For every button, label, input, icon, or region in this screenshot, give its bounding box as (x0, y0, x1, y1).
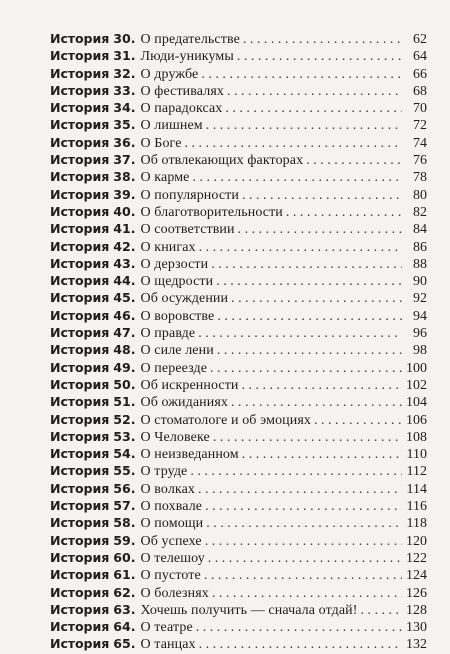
entry-title: О дерзости (140, 256, 209, 272)
entry-title: О щедрости (140, 274, 214, 290)
entry-label: История (50, 238, 110, 254)
dot-leader (208, 550, 402, 567)
entry-page-number: 78 (413, 170, 427, 186)
dot-leader (237, 48, 402, 65)
entry-title: О благотворительности (140, 204, 283, 220)
dot-leader (361, 602, 403, 619)
toc-entry (50, 186, 427, 203)
toc-entry (50, 324, 427, 341)
entry-number: 64. (113, 619, 136, 635)
entry-title: Об успехе (140, 533, 202, 549)
entry-number: 34. (113, 100, 136, 116)
entry-number: 62. (113, 584, 136, 600)
entry-label: История (50, 134, 110, 150)
entry-label: История (50, 307, 110, 323)
entry-title: О пустоте (140, 568, 201, 584)
entry-label: История (50, 411, 110, 427)
entry-label: История (50, 480, 110, 496)
entry-label: История (50, 48, 110, 64)
toc-entry (50, 238, 427, 255)
entry-page-number: 96 (413, 326, 427, 342)
toc-entry (50, 376, 427, 393)
entry-number: 47. (113, 325, 136, 341)
dot-leader (306, 152, 402, 169)
entry-label: История (50, 567, 110, 583)
entry-page-number: 126 (406, 585, 427, 601)
entry-page-number: 82 (413, 204, 427, 220)
toc-entry (50, 549, 427, 566)
toc-entry (50, 82, 427, 99)
toc-entry (50, 47, 427, 64)
toc-entry (50, 341, 427, 358)
dot-leader (238, 221, 402, 238)
entry-label: История (50, 31, 110, 46)
entry-page-number: 108 (406, 429, 427, 445)
entry-label: История (50, 290, 110, 306)
toc-entry (50, 462, 427, 479)
toc-entry (50, 255, 427, 272)
entry-label: История (50, 601, 110, 617)
entry-page-number: 118 (406, 516, 427, 532)
entry-label: История (50, 498, 110, 514)
toc-entry (50, 168, 427, 185)
toc-entry (50, 151, 427, 168)
entry-title: О карме (140, 170, 190, 186)
entry-label: История (50, 619, 110, 635)
dot-leader (206, 117, 402, 134)
toc-entry (50, 359, 427, 376)
toc-entry (50, 203, 427, 220)
dot-leader (205, 498, 402, 515)
toc-entry (50, 514, 427, 531)
entry-number: 55. (113, 463, 136, 479)
entry-page-number: 124 (406, 568, 427, 584)
entry-label: История (50, 325, 110, 341)
entry-title: О Боге (140, 135, 182, 151)
entry-label: История (50, 152, 110, 168)
entry-page-number: 84 (413, 222, 427, 238)
entry-number: 31. (113, 48, 136, 64)
entry-label: История (50, 515, 110, 531)
toc-entry (50, 566, 427, 583)
dot-leader (198, 325, 402, 342)
entry-page-number: 88 (413, 256, 427, 272)
toc-entry (50, 445, 427, 462)
dot-leader (206, 515, 402, 532)
entry-title: О переезде (140, 360, 208, 376)
entry-number: 43. (113, 255, 136, 271)
toc-entry (50, 134, 427, 151)
entry-title: Об искренности (140, 377, 239, 393)
entry-label: История (50, 376, 110, 392)
entry-page-number: 92 (413, 291, 427, 307)
entry-label: История (50, 221, 110, 237)
entry-number: 52. (113, 411, 136, 427)
toc-entry (50, 116, 427, 133)
entry-page-number: 106 (406, 412, 427, 428)
entry-number: 51. (113, 394, 136, 410)
entry-page-number: 66 (413, 66, 427, 82)
dot-leader (199, 239, 402, 256)
entry-number: 56. (113, 480, 136, 496)
entry-page-number: 94 (413, 308, 427, 324)
dot-leader (211, 256, 402, 273)
entry-number: 38. (113, 169, 136, 185)
entry-number: 33. (113, 82, 136, 98)
dot-leader (225, 100, 402, 117)
entry-title: О воровстве (140, 308, 215, 324)
entry-number: 32. (113, 65, 136, 81)
entry-title: О стоматологе и об эмоциях (140, 412, 311, 428)
entry-title: О помощи (140, 516, 204, 532)
dot-leader (217, 342, 402, 359)
dot-leader (242, 446, 402, 463)
dot-leader (199, 636, 402, 653)
entry-number: 30. (113, 31, 136, 46)
entry-page-number: 102 (406, 377, 427, 393)
entry-label: История (50, 82, 110, 98)
entry-label: История (50, 463, 110, 479)
entry-page-number: 98 (413, 343, 427, 359)
toc-entry (50, 220, 427, 237)
entry-number: 58. (113, 515, 136, 531)
entry-page-number: 100 (406, 360, 427, 376)
entry-number: 50. (113, 376, 136, 392)
toc-entry (50, 584, 427, 601)
entry-page-number: 132 (406, 637, 427, 653)
entry-page-number: 122 (406, 550, 427, 566)
entry-number: 41. (113, 221, 136, 237)
entry-page-number: 104 (406, 395, 427, 411)
entry-label: История (50, 584, 110, 600)
entry-page-number: 128 (406, 602, 427, 618)
entry-page-number: 62 (413, 32, 427, 47)
entry-title: Об осуждении (140, 291, 229, 307)
entry-label: История (50, 428, 110, 444)
entry-number: 42. (113, 238, 136, 254)
entry-label: История (50, 446, 110, 462)
toc-entry (50, 497, 427, 514)
toc-entry (50, 272, 427, 289)
dot-leader (192, 169, 402, 186)
dot-leader (201, 66, 402, 83)
entry-number: 35. (113, 117, 136, 133)
entry-title: О предательстве (140, 32, 240, 47)
entry-title: О дружбе (140, 66, 199, 82)
entry-title: О труде (140, 464, 188, 480)
dot-leader (216, 273, 402, 290)
entry-title: О парадоксах (140, 101, 223, 117)
entry-label: История (50, 549, 110, 565)
entry-title: О силе лени (140, 343, 214, 359)
entry-label: История (50, 273, 110, 289)
entry-page-number: 74 (413, 135, 427, 151)
dot-leader (217, 308, 402, 325)
dot-leader (196, 619, 402, 636)
toc-entry (50, 411, 427, 428)
entry-label: История (50, 65, 110, 81)
dot-leader (227, 83, 402, 100)
entry-number: 63. (113, 601, 136, 617)
dot-leader (204, 567, 402, 584)
toc-entry (50, 618, 427, 635)
entry-title: О книгах (140, 239, 196, 255)
entry-title: О волках (140, 481, 196, 497)
entry-title: О танцах (140, 637, 196, 653)
entry-number: 39. (113, 186, 136, 202)
entry-page-number: 68 (413, 83, 427, 99)
toc-entry (50, 635, 427, 652)
entry-number: 40. (113, 203, 136, 219)
entry-number: 65. (113, 636, 136, 652)
entry-title: Об ожиданиях (140, 395, 229, 411)
entry-page-number: 76 (413, 153, 427, 169)
entry-label: История (50, 359, 110, 375)
entry-number: 44. (113, 273, 136, 289)
entry-title: О неизведанном (140, 447, 239, 463)
entry-number: 61. (113, 567, 136, 583)
entry-page-number: 116 (406, 499, 427, 515)
dot-leader (213, 429, 402, 446)
dot-leader (198, 481, 402, 498)
entry-number: 49. (113, 359, 136, 375)
entry-page-number: 110 (406, 447, 427, 463)
dot-leader (231, 394, 402, 411)
entry-title: Об отвлекающих факторах (140, 153, 304, 169)
toc-entry (50, 393, 427, 410)
entry-label: История (50, 532, 110, 548)
dot-leader (242, 377, 402, 394)
toc-entry (50, 65, 427, 82)
toc-entry (50, 601, 427, 618)
entry-number: 37. (113, 152, 136, 168)
entry-number: 48. (113, 342, 136, 358)
entry-title: О похвале (140, 499, 203, 515)
entry-number: 46. (113, 307, 136, 323)
entry-page-number: 112 (406, 464, 427, 480)
entry-number: 53. (113, 428, 136, 444)
toc-entry (50, 480, 427, 497)
entry-label: История (50, 100, 110, 116)
dot-leader (190, 463, 402, 480)
entry-title: О лишнем (140, 118, 203, 134)
entry-title: О популярности (140, 187, 239, 203)
entry-title: Люди-уникумы (140, 49, 234, 65)
entry-title: О телешоу (140, 550, 205, 566)
entry-page-number: 80 (413, 187, 427, 203)
toc-entry (50, 289, 427, 306)
entry-number: 59. (113, 532, 136, 548)
entry-label: История (50, 255, 110, 271)
entry-title: О театре (140, 620, 193, 636)
entry-title: О Человеке (140, 429, 210, 445)
entry-number: 54. (113, 446, 136, 462)
entry-page-number: 72 (413, 118, 427, 134)
dot-leader (205, 533, 402, 550)
dot-leader (286, 204, 402, 221)
dot-leader (185, 135, 402, 152)
entry-title: О фестивалях (140, 83, 224, 99)
toc-entry (50, 532, 427, 549)
entry-title: О соответствии (140, 222, 235, 238)
entry-page-number: 86 (413, 239, 427, 255)
dot-leader (242, 187, 402, 204)
dot-leader (210, 360, 402, 377)
dot-leader (231, 290, 402, 307)
toc-entry (50, 99, 427, 116)
dot-leader (243, 31, 402, 48)
entry-label: История (50, 169, 110, 185)
table-of-contents (50, 30, 427, 653)
dot-leader (314, 412, 402, 429)
toc-entry (50, 428, 427, 445)
entry-label: История (50, 117, 110, 133)
entry-number: 60. (113, 549, 136, 565)
entry-page-number: 90 (413, 274, 427, 290)
entry-label: История (50, 342, 110, 358)
entry-title: О болезнях (140, 585, 209, 601)
entry-number: 36. (113, 134, 136, 150)
entry-label: История (50, 203, 110, 219)
entry-number: 57. (113, 498, 136, 514)
entry-page-number: 70 (413, 101, 427, 117)
entry-page-number: 120 (406, 533, 427, 549)
entry-page-number: 130 (406, 620, 427, 636)
entry-page-number: 114 (406, 481, 427, 497)
toc-entry (50, 307, 427, 324)
entry-label: История (50, 394, 110, 410)
entry-label: История (50, 636, 110, 652)
entry-title: О правде (140, 326, 196, 342)
dot-leader (212, 585, 402, 602)
entry-label: История (50, 186, 110, 202)
entry-number: 45. (113, 290, 136, 306)
entry-page-number: 64 (413, 49, 427, 65)
entry-title: Хочешь получить — сначала отдай! (140, 602, 358, 618)
toc-entry (50, 30, 427, 47)
